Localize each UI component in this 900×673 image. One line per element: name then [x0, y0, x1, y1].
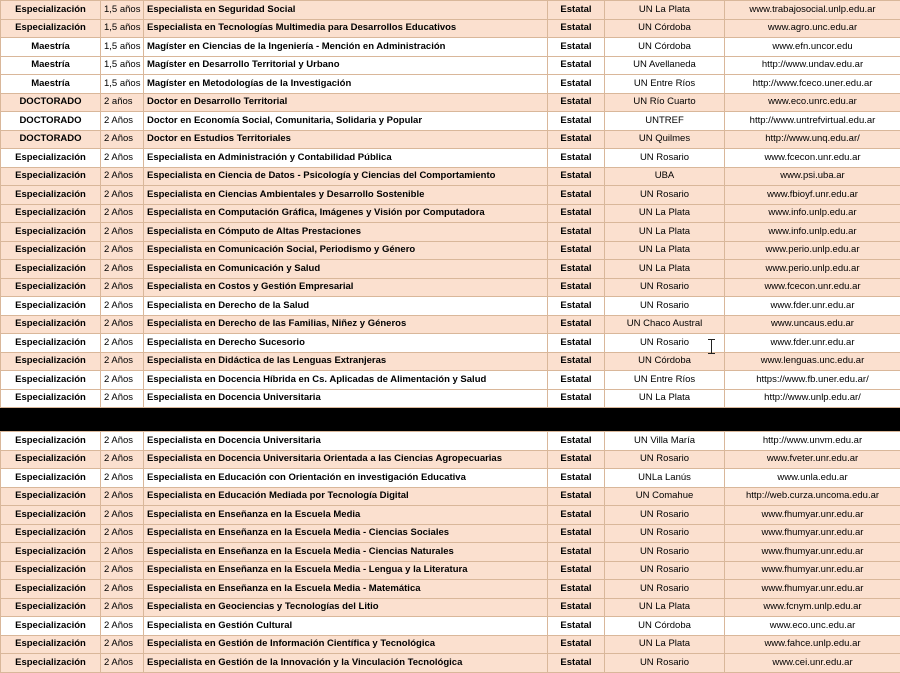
cell-duracion[interactable]: 2 Años: [101, 334, 144, 353]
cell-tipo[interactable]: Especialización: [1, 186, 101, 205]
cell-tipo[interactable]: Especialización: [1, 524, 101, 543]
table-row[interactable]: [1, 561, 900, 580]
cell-institucion[interactable]: UN Rosario: [605, 543, 725, 562]
cell-tipo[interactable]: Especialización: [1, 1, 101, 20]
cell-sitio-web[interactable]: www.info.unlp.edu.ar: [725, 204, 900, 223]
cell-sitio-web[interactable]: www.fhumyar.unr.edu.ar: [725, 580, 900, 599]
cell-institucion[interactable]: UN Rosario: [605, 654, 725, 673]
cell-gestion[interactable]: Estatal: [548, 598, 605, 617]
cell-nombre[interactable]: Especialista en Educación Mediada por Tecnología Digital: [144, 487, 548, 506]
cell-sitio-web[interactable]: www.fbioyf.unr.edu.ar: [725, 186, 900, 205]
cell-nombre[interactable]: Especialista en Cómputo de Altas Prestaciones: [144, 223, 548, 242]
cell-gestion[interactable]: Estatal: [548, 56, 605, 75]
cell-duracion[interactable]: 1,5 años: [101, 75, 144, 94]
cell-tipo[interactable]: Especialización: [1, 260, 101, 279]
table-row[interactable]: [1, 130, 900, 149]
cell-duracion[interactable]: 2 Años: [101, 524, 144, 543]
cell-institucion[interactable]: UN La Plata: [605, 1, 725, 20]
cell-tipo[interactable]: DOCTORADO: [1, 112, 101, 131]
cell-duracion[interactable]: 2 Años: [101, 598, 144, 617]
cell-duracion[interactable]: 2 Años: [101, 543, 144, 562]
cell-institucion[interactable]: UBA: [605, 167, 725, 186]
cell-institucion[interactable]: UN La Plata: [605, 223, 725, 242]
cell-nombre[interactable]: Especialista en Tecnologías Multimedia para Desarrollos Educativos: [144, 19, 548, 38]
cell-gestion[interactable]: Estatal: [548, 352, 605, 371]
cell-tipo[interactable]: Especialización: [1, 617, 101, 636]
table-row[interactable]: [1, 19, 900, 38]
table-row[interactable]: [1, 315, 900, 334]
table-row[interactable]: [1, 334, 900, 353]
cell-nombre[interactable]: Especialista en Comunicación Social, Periodismo y Género: [144, 241, 548, 260]
cell-gestion[interactable]: Estatal: [548, 38, 605, 57]
cell-duracion[interactable]: 1,5 años: [101, 1, 144, 20]
cell-tipo[interactable]: DOCTORADO: [1, 93, 101, 112]
table-row[interactable]: [1, 75, 900, 94]
table-row[interactable]: [1, 617, 900, 636]
cell-institucion[interactable]: UN Córdoba: [605, 19, 725, 38]
cell-institucion[interactable]: UNLa Lanús: [605, 469, 725, 488]
cell-gestion[interactable]: Estatal: [548, 167, 605, 186]
cell-duracion[interactable]: 2 Años: [101, 297, 144, 316]
cell-institucion[interactable]: UN Rosario: [605, 561, 725, 580]
cell-tipo[interactable]: Maestría: [1, 38, 101, 57]
cell-gestion[interactable]: Estatal: [548, 186, 605, 205]
cell-duracion[interactable]: 2 Años: [101, 389, 144, 408]
cell-nombre[interactable]: Especialista en Ciencia de Datos - Psicología y Ciencias del Comportamiento: [144, 167, 548, 186]
cell-nombre[interactable]: Especialista en Derecho de la Salud: [144, 297, 548, 316]
table-row[interactable]: [1, 432, 900, 451]
table-row[interactable]: [1, 56, 900, 75]
cell-gestion[interactable]: Estatal: [548, 315, 605, 334]
cell-institucion[interactable]: UN Rosario: [605, 297, 725, 316]
cell-nombre[interactable]: Especialista en Derecho Sucesorio: [144, 334, 548, 353]
cell-nombre[interactable]: Especialista en Didáctica de las Lenguas Extranjeras: [144, 352, 548, 371]
cell-sitio-web[interactable]: www.cei.unr.edu.ar: [725, 654, 900, 673]
cell-institucion[interactable]: UN Rosario: [605, 186, 725, 205]
cell-sitio-web[interactable]: www.uncaus.edu.ar: [725, 315, 900, 334]
table-row[interactable]: [1, 167, 900, 186]
cell-sitio-web[interactable]: http://www.untrefvirtual.edu.ar: [725, 112, 900, 131]
table-row[interactable]: [1, 1, 900, 20]
cell-institucion[interactable]: UN Rosario: [605, 506, 725, 525]
cell-nombre[interactable]: Especialista en Docencia Universitaria Orientada a las Ciencias Agropecuarias: [144, 450, 548, 469]
cell-nombre[interactable]: Especialista en Gestión Cultural: [144, 617, 548, 636]
cell-gestion[interactable]: Estatal: [548, 506, 605, 525]
cell-institucion[interactable]: UN Chaco Austral: [605, 315, 725, 334]
cell-sitio-web[interactable]: www.eco.unc.edu.ar: [725, 617, 900, 636]
cell-nombre[interactable]: Especialista en Enseñanza en la Escuela Media: [144, 506, 548, 525]
cell-sitio-web[interactable]: www.fveter.unr.edu.ar: [725, 450, 900, 469]
table-row[interactable]: [1, 524, 900, 543]
cell-tipo[interactable]: Maestría: [1, 56, 101, 75]
cell-sitio-web[interactable]: www.perio.unlp.edu.ar: [725, 241, 900, 260]
cell-nombre[interactable]: Especialista en Docencia Híbrida en Cs. Aplicadas de Alimentación y Salud: [144, 371, 548, 390]
cell-sitio-web[interactable]: www.fhumyar.unr.edu.ar: [725, 561, 900, 580]
cell-sitio-web[interactable]: http://web.curza.uncoma.edu.ar: [725, 487, 900, 506]
cell-institucion[interactable]: UN Córdoba: [605, 617, 725, 636]
cell-sitio-web[interactable]: www.info.unlp.edu.ar: [725, 223, 900, 242]
table-row[interactable]: [1, 186, 900, 205]
cell-institucion[interactable]: UNTREF: [605, 112, 725, 131]
cell-sitio-web[interactable]: http://www.undav.edu.ar: [725, 56, 900, 75]
cell-tipo[interactable]: Especialización: [1, 149, 101, 168]
cell-sitio-web[interactable]: www.unla.edu.ar: [725, 469, 900, 488]
cell-gestion[interactable]: Estatal: [548, 223, 605, 242]
cell-nombre[interactable]: Especialista en Docencia Universitaria: [144, 432, 548, 451]
cell-duracion[interactable]: 2 Años: [101, 580, 144, 599]
cell-institucion[interactable]: UN Rosario: [605, 524, 725, 543]
cell-sitio-web[interactable]: www.trabajosocial.unlp.edu.ar: [725, 1, 900, 20]
cell-nombre[interactable]: Especialista en Comunicación y Salud: [144, 260, 548, 279]
cell-institucion[interactable]: UN Entre Ríos: [605, 75, 725, 94]
table-row[interactable]: [1, 38, 900, 57]
cell-institucion[interactable]: UN La Plata: [605, 598, 725, 617]
cell-gestion[interactable]: Estatal: [548, 450, 605, 469]
cell-gestion[interactable]: Estatal: [548, 204, 605, 223]
cell-tipo[interactable]: Especialización: [1, 654, 101, 673]
cell-sitio-web[interactable]: http://www.fceco.uner.edu.ar: [725, 75, 900, 94]
cell-gestion[interactable]: Estatal: [548, 469, 605, 488]
cell-sitio-web[interactable]: www.efn.uncor.edu: [725, 38, 900, 57]
table-row[interactable]: [1, 204, 900, 223]
cell-tipo[interactable]: Especialización: [1, 450, 101, 469]
cell-duracion[interactable]: 2 Años: [101, 450, 144, 469]
cell-nombre[interactable]: Especialista en Enseñanza en la Escuela Media - Ciencias Naturales: [144, 543, 548, 562]
cell-nombre[interactable]: Especialista en Educación con Orientación en investigación Educativa: [144, 469, 548, 488]
table-row[interactable]: [1, 580, 900, 599]
cell-gestion[interactable]: Estatal: [548, 524, 605, 543]
cell-gestion[interactable]: Estatal: [548, 19, 605, 38]
cell-gestion[interactable]: Estatal: [548, 241, 605, 260]
cell-sitio-web[interactable]: www.fahce.unlp.edu.ar: [725, 635, 900, 654]
cell-gestion[interactable]: Estatal: [548, 543, 605, 562]
cell-duracion[interactable]: 2 Años: [101, 149, 144, 168]
cell-tipo[interactable]: Especialización: [1, 315, 101, 334]
cell-tipo[interactable]: Especialización: [1, 432, 101, 451]
posgrados-table-bottom: [0, 431, 900, 673]
table-row[interactable]: [1, 93, 900, 112]
cell-institucion[interactable]: UN Rosario: [605, 334, 725, 353]
table-row[interactable]: [1, 352, 900, 371]
cell-duracion[interactable]: 1,5 años: [101, 19, 144, 38]
cell-sitio-web[interactable]: http://www.unlp.edu.ar/: [725, 389, 900, 408]
cell-tipo[interactable]: Maestría: [1, 75, 101, 94]
cell-institucion[interactable]: UN Córdoba: [605, 38, 725, 57]
table-row[interactable]: [1, 371, 900, 390]
cell-duracion[interactable]: 2 Años: [101, 617, 144, 636]
cell-gestion[interactable]: Estatal: [548, 561, 605, 580]
cell-institucion[interactable]: UN Córdoba: [605, 352, 725, 371]
cell-gestion[interactable]: Estatal: [548, 93, 605, 112]
cell-tipo[interactable]: Especialización: [1, 167, 101, 186]
cell-institucion[interactable]: UN La Plata: [605, 204, 725, 223]
cell-institucion[interactable]: UN Comahue: [605, 487, 725, 506]
cell-duracion[interactable]: 2 Años: [101, 112, 144, 131]
table-row[interactable]: [1, 297, 900, 316]
cell-tipo[interactable]: Especialización: [1, 204, 101, 223]
cell-duracion[interactable]: 2 años: [101, 93, 144, 112]
table-row[interactable]: [1, 598, 900, 617]
cell-duracion[interactable]: 2 Años: [101, 469, 144, 488]
cell-duracion[interactable]: 2 Años: [101, 241, 144, 260]
cell-gestion[interactable]: Estatal: [548, 297, 605, 316]
cell-gestion[interactable]: Estatal: [548, 75, 605, 94]
cell-nombre[interactable]: Especialista en Gestión de la Innovación y la Vinculación Tecnológica: [144, 654, 548, 673]
cell-nombre[interactable]: Especialista en Enseñanza en la Escuela Media - Lengua y la Literatura: [144, 561, 548, 580]
cell-nombre[interactable]: Especialista en Ciencias Ambientales y Desarrollo Sostenible: [144, 186, 548, 205]
cell-duracion[interactable]: 2 Años: [101, 487, 144, 506]
cell-tipo[interactable]: Especialización: [1, 598, 101, 617]
cell-institucion[interactable]: UN Rosario: [605, 450, 725, 469]
cell-nombre[interactable]: Magíster en Desarrollo Territorial y Urbano: [144, 56, 548, 75]
cell-tipo[interactable]: Especialización: [1, 635, 101, 654]
cell-tipo[interactable]: Especialización: [1, 561, 101, 580]
cell-gestion[interactable]: Estatal: [548, 260, 605, 279]
cell-duracion[interactable]: 2 Años: [101, 315, 144, 334]
cell-nombre[interactable]: Especialista en Enseñanza en la Escuela Media - Matemática: [144, 580, 548, 599]
cell-nombre[interactable]: Especialista en Seguridad Social: [144, 1, 548, 20]
cell-nombre[interactable]: Doctor en Economía Social, Comunitaria, Solidaria y Popular: [144, 112, 548, 131]
cell-duracion[interactable]: 2 Años: [101, 371, 144, 390]
cell-duracion[interactable]: 2 Años: [101, 635, 144, 654]
cell-duracion[interactable]: 2 Años: [101, 204, 144, 223]
cell-tipo[interactable]: Especialización: [1, 389, 101, 408]
cell-duracion[interactable]: 2 Años: [101, 561, 144, 580]
cell-sitio-web[interactable]: https://www.fb.uner.edu.ar/: [725, 371, 900, 390]
cell-gestion[interactable]: Estatal: [548, 1, 605, 20]
cell-institucion[interactable]: UN La Plata: [605, 389, 725, 408]
cell-institucion[interactable]: UN Rosario: [605, 580, 725, 599]
cell-duracion[interactable]: 2 Años: [101, 278, 144, 297]
cell-sitio-web[interactable]: www.fder.unr.edu.ar: [725, 297, 900, 316]
cell-nombre[interactable]: Especialista en Gestión de Información Científica y Tecnológica: [144, 635, 548, 654]
cell-gestion[interactable]: Estatal: [548, 654, 605, 673]
cell-sitio-web[interactable]: www.fcecon.unr.edu.ar: [725, 278, 900, 297]
cell-gestion[interactable]: Estatal: [548, 432, 605, 451]
cell-nombre[interactable]: Especialista en Geociencias y Tecnologías del Litio: [144, 598, 548, 617]
cell-duracion[interactable]: 2 Años: [101, 654, 144, 673]
table-row[interactable]: [1, 635, 900, 654]
table-row[interactable]: [1, 389, 900, 408]
cell-tipo[interactable]: Especialización: [1, 223, 101, 242]
table-row[interactable]: [1, 469, 900, 488]
cell-tipo[interactable]: Especialización: [1, 278, 101, 297]
table-row[interactable]: [1, 450, 900, 469]
cell-duracion[interactable]: 1,5 años: [101, 56, 144, 75]
cell-sitio-web[interactable]: www.fcecon.unr.edu.ar: [725, 149, 900, 168]
cell-gestion[interactable]: Estatal: [548, 149, 605, 168]
cell-tipo[interactable]: Especialización: [1, 487, 101, 506]
table-row[interactable]: [1, 241, 900, 260]
table-row[interactable]: [1, 487, 900, 506]
cell-sitio-web[interactable]: http://www.unq.edu.ar/: [725, 130, 900, 149]
cell-institucion[interactable]: UN Entre Ríos: [605, 371, 725, 390]
table-row[interactable]: [1, 112, 900, 131]
cell-institucion[interactable]: UN Quilmes: [605, 130, 725, 149]
cell-institucion[interactable]: UN La Plata: [605, 260, 725, 279]
cell-tipo[interactable]: Especialización: [1, 543, 101, 562]
cell-institucion[interactable]: UN Rosario: [605, 278, 725, 297]
table-row[interactable]: [1, 260, 900, 279]
cell-sitio-web[interactable]: www.psi.uba.ar: [725, 167, 900, 186]
cell-tipo[interactable]: Especialización: [1, 241, 101, 260]
cell-sitio-web[interactable]: www.fhumyar.unr.edu.ar: [725, 543, 900, 562]
text-cursor-icon: [711, 339, 712, 354]
cell-sitio-web[interactable]: www.perio.unlp.edu.ar: [725, 260, 900, 279]
cell-institucion[interactable]: UN Río Cuarto: [605, 93, 725, 112]
table-row[interactable]: [1, 543, 900, 562]
cell-institucion[interactable]: UN Avellaneda: [605, 56, 725, 75]
cell-duracion[interactable]: 2 Años: [101, 130, 144, 149]
cell-institucion[interactable]: UN La Plata: [605, 635, 725, 654]
cell-tipo[interactable]: Especialización: [1, 506, 101, 525]
cell-nombre[interactable]: Especialista en Computación Gráfica, Imágenes y Visión por Computadora: [144, 204, 548, 223]
cell-gestion[interactable]: Estatal: [548, 635, 605, 654]
cell-gestion[interactable]: Estatal: [548, 617, 605, 636]
cell-duracion[interactable]: 2 Años: [101, 260, 144, 279]
cell-gestion[interactable]: Estatal: [548, 487, 605, 506]
cell-nombre[interactable]: Magíster en Metodologías de la Investigación: [144, 75, 548, 94]
cell-gestion[interactable]: Estatal: [548, 334, 605, 353]
cell-sitio-web[interactable]: www.agro.unc.edu.ar: [725, 19, 900, 38]
cell-sitio-web[interactable]: www.fder.unr.edu.ar: [725, 334, 900, 353]
cell-tipo[interactable]: Especialización: [1, 334, 101, 353]
cell-tipo[interactable]: Especialización: [1, 371, 101, 390]
table-row[interactable]: [1, 654, 900, 673]
table-row[interactable]: [1, 223, 900, 242]
cell-duracion[interactable]: 1,5 años: [101, 38, 144, 57]
cell-sitio-web[interactable]: www.fcnym.unlp.edu.ar: [725, 598, 900, 617]
cell-nombre[interactable]: Doctor en Desarrollo Territorial: [144, 93, 548, 112]
cell-gestion[interactable]: Estatal: [548, 580, 605, 599]
cell-tipo[interactable]: Especialización: [1, 469, 101, 488]
cell-nombre[interactable]: Doctor en Estudios Territoriales: [144, 130, 548, 149]
cell-nombre[interactable]: Especialista en Administración y Contabilidad Pública: [144, 149, 548, 168]
cell-gestion[interactable]: Estatal: [548, 278, 605, 297]
cell-nombre[interactable]: Especialista en Costos y Gestión Empresarial: [144, 278, 548, 297]
cell-nombre[interactable]: Especialista en Docencia Universitaria: [144, 389, 548, 408]
cell-gestion[interactable]: Estatal: [548, 389, 605, 408]
cell-gestion[interactable]: Estatal: [548, 371, 605, 390]
cell-institucion[interactable]: UN Rosario: [605, 149, 725, 168]
table-row[interactable]: [1, 506, 900, 525]
cell-gestion[interactable]: Estatal: [548, 130, 605, 149]
cell-institucion[interactable]: UN La Plata: [605, 241, 725, 260]
black-separator-band: [0, 408, 900, 431]
table-row[interactable]: [1, 278, 900, 297]
cell-sitio-web[interactable]: www.fhumyar.unr.edu.ar: [725, 506, 900, 525]
cell-tipo[interactable]: Especialización: [1, 19, 101, 38]
cell-nombre[interactable]: Especialista en Derecho de las Familias, Niñez y Géneros: [144, 315, 548, 334]
cell-tipo[interactable]: Especialización: [1, 352, 101, 371]
cell-duracion[interactable]: 2 Años: [101, 167, 144, 186]
cell-tipo[interactable]: Especialización: [1, 580, 101, 599]
cell-sitio-web[interactable]: www.fhumyar.unr.edu.ar: [725, 524, 900, 543]
cell-duracion[interactable]: 2 Años: [101, 352, 144, 371]
cell-sitio-web[interactable]: http://www.unvm.edu.ar: [725, 432, 900, 451]
cell-gestion[interactable]: Estatal: [548, 112, 605, 131]
cell-duracion[interactable]: 2 Años: [101, 223, 144, 242]
cell-tipo[interactable]: Especialización: [1, 297, 101, 316]
cell-tipo[interactable]: DOCTORADO: [1, 130, 101, 149]
cell-nombre[interactable]: Especialista en Enseñanza en la Escuela Media - Ciencias Sociales: [144, 524, 548, 543]
cell-institucion[interactable]: UN Villa María: [605, 432, 725, 451]
cell-nombre[interactable]: Magíster en Ciencias de la Ingeniería - Mención en Administración: [144, 38, 548, 57]
cell-duracion[interactable]: 2 Años: [101, 432, 144, 451]
cell-duracion[interactable]: 2 Años: [101, 506, 144, 525]
cell-sitio-web[interactable]: www.eco.unrc.edu.ar: [725, 93, 900, 112]
cell-sitio-web[interactable]: www.lenguas.unc.edu.ar: [725, 352, 900, 371]
cell-duracion[interactable]: 2 Años: [101, 186, 144, 205]
table-row[interactable]: [1, 149, 900, 168]
